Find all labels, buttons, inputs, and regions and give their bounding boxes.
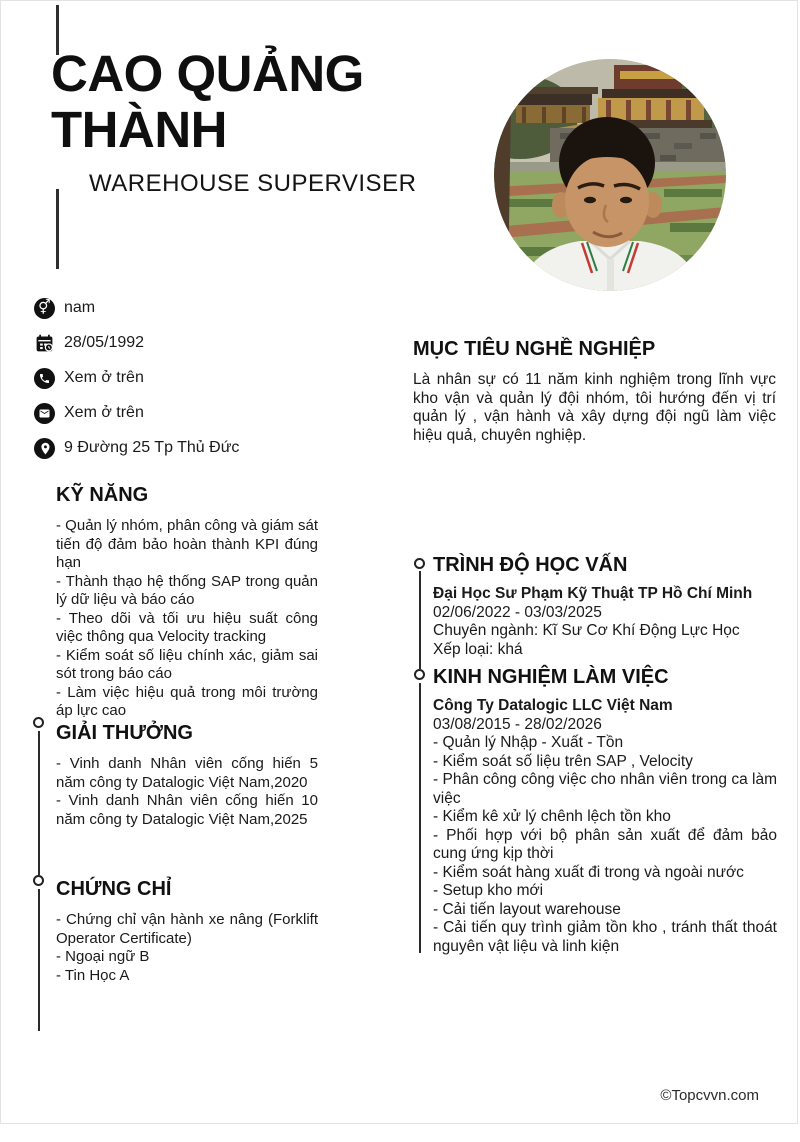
certificates-timeline-dot xyxy=(33,875,44,886)
profile-photo-illustration xyxy=(494,59,726,291)
skill-item: - Làm việc hiệu quả trong môi trường áp lực cao xyxy=(56,683,318,719)
section-experience xyxy=(433,665,777,956)
awards-heading: GIẢI THƯỞNG xyxy=(56,722,193,744)
experience-item: - Setup kho mới xyxy=(433,882,544,899)
education-school: Đại Học Sư Phạm Kỹ Thuật TP Hồ Chí Minh xyxy=(433,585,753,602)
section-certificates xyxy=(56,877,318,985)
phone-icon xyxy=(34,368,55,389)
skills-heading: KỸ NĂNG xyxy=(56,484,149,506)
contact-item-email xyxy=(34,402,239,424)
gender-value: nam xyxy=(64,299,96,316)
certificates-timeline-line xyxy=(38,889,40,1031)
experience-item: - Kiểm soát số liệu trên SAP , Velocity xyxy=(433,752,693,770)
certificate-item: - Ngoại ngữ B xyxy=(56,948,150,965)
education-timeline-line xyxy=(419,571,421,669)
certificate-item: - Tin Học A xyxy=(56,966,130,984)
skills-list xyxy=(56,517,318,721)
experience-heading: KINH NGHIỆM LÀM VIỆC xyxy=(433,666,669,688)
phone-value: Xem ở trên xyxy=(64,369,144,386)
experience-timeline-dot xyxy=(414,669,425,680)
education-dates: 02/06/2022 - 03/03/2025 xyxy=(433,603,602,621)
location-pin-icon xyxy=(34,438,55,459)
experience-item: - Cải tiến quy trình giảm tồn kho , tránh thất thoát nguyên vật liệu và linh kiện xyxy=(433,919,777,955)
experience-item: - Quản lý Nhập - Xuất - Tồn xyxy=(433,734,624,751)
education-grade: Xếp loại: khá xyxy=(433,640,523,658)
experience-item: - Phối hợp với bộ phân sản xuất để đảm bảo cung ứng kịp thời xyxy=(433,826,777,862)
skill-item: - Theo dõi và tối ưu hiệu suất công việc thông qua Velocity tracking xyxy=(56,609,318,645)
awards-list xyxy=(56,755,318,829)
birthdate-value: 28/05/1992 xyxy=(64,334,145,351)
contact-list xyxy=(34,297,239,472)
experience-item: - Cải tiến layout warehouse xyxy=(433,900,621,918)
experience-timeline-line xyxy=(419,683,421,953)
objective-heading: MỤC TIÊU NGHỀ NGHIỆP xyxy=(413,338,656,360)
experience-item: - Kiểm kê xử lý chênh lệch tồn kho xyxy=(433,808,671,825)
address-value: 9 Đường 25 Tp Thủ Đức xyxy=(64,439,240,456)
experience-list xyxy=(433,734,777,956)
header-accent-line-bottom xyxy=(56,189,59,269)
experience-item: - Kiểm soát hàng xuất đi trong và ngoài nước xyxy=(433,863,744,881)
awards-timeline-line xyxy=(38,731,40,875)
skill-item: - Quản lý nhóm, phân công và giám sát tiến độ đảm bảo hoàn thành KPI đúng hạn xyxy=(56,517,318,571)
footer-credit: ©Topcvvn.com xyxy=(660,1087,759,1104)
skill-item: - Thành thạo hệ thống SAP trong quản lý dữ liệu và báo cáo xyxy=(56,572,318,608)
education-heading: TRÌNH ĐỘ HỌC VẤN xyxy=(433,554,628,576)
objective-text: Là nhân sự có 11 năm kinh nghiệm trong lĩnh vực kho vận và quản lý đội nhóm, tôi hướng đến vị trí quản lý , vận hành và xây dựng đội ngũ làm việc hiệu quả, chuyên nghiệp. xyxy=(413,371,776,444)
award-item: - Vinh danh Nhân viên cống hiến 5 năm công ty Datalogic Việt Nam,2020 xyxy=(56,755,318,791)
certificates-heading: CHỨNG CHỈ xyxy=(56,878,172,900)
certificates-list xyxy=(56,911,318,985)
email-icon xyxy=(34,403,55,424)
skill-item: - Kiểm soát số liệu chính xác, giảm sai sót trong báo cáo xyxy=(56,646,318,682)
experience-dates: 03/08/2015 - 28/02/2026 xyxy=(433,715,602,733)
name-line2: THÀNH xyxy=(51,101,227,158)
contact-item-address xyxy=(34,437,239,459)
name-line1: CAO QUẢNG xyxy=(51,45,364,102)
award-item: - Vinh danh Nhân viên cống hiến 10 năm công ty Datalogic Việt Nam,2025 xyxy=(56,792,318,828)
page-title xyxy=(51,46,364,158)
contact-item-birthdate xyxy=(34,332,239,354)
contact-item-phone xyxy=(34,367,239,389)
section-skills xyxy=(56,483,318,721)
certificate-item: - Chứng chỉ vận hành xe nâng (Forklift Operator Certificate) xyxy=(56,911,318,947)
awards-timeline-dot xyxy=(33,717,44,728)
experience-company: Công Ty Datalogic LLC Việt Nam xyxy=(433,697,673,714)
education-timeline-dot xyxy=(414,558,425,569)
section-education xyxy=(433,553,777,659)
email-value: Xem ở trên xyxy=(64,404,144,421)
profile-photo xyxy=(494,59,726,291)
contact-item-gender xyxy=(34,297,239,319)
gender-icon: ⚥ xyxy=(34,298,55,319)
experience-item: - Phân công công việc cho nhân viên trong ca làm việc xyxy=(433,771,777,807)
section-objective xyxy=(413,337,776,445)
education-major: Chuyên ngành: Kĩ Sư Cơ Khí Động Lực Học xyxy=(433,622,740,639)
section-awards xyxy=(56,721,318,829)
job-title: WAREHOUSE SUPERVISER xyxy=(89,170,417,197)
calendar-icon xyxy=(34,333,55,354)
